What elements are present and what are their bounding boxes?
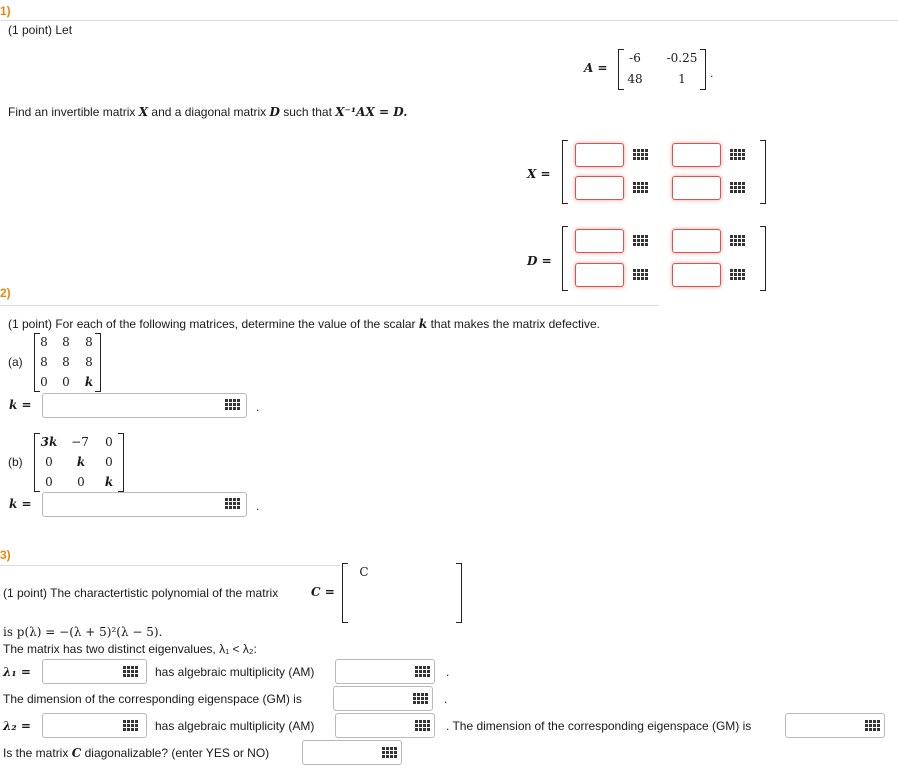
D-entry-2-2[interactable]	[672, 263, 721, 287]
equation-palette-icon[interactable]	[864, 719, 880, 733]
matrix-b-cell: 0	[105, 435, 113, 449]
equation-palette-icon[interactable]	[412, 692, 428, 706]
period: .	[446, 665, 450, 679]
matrix-D-right-bracket	[760, 226, 766, 291]
symbol-X: X	[138, 105, 149, 119]
problem-3-number: 3)	[0, 548, 11, 562]
prompt-text: diagonalizable? (enter YES or NO)	[84, 746, 270, 760]
matrix-a-cell: 0	[62, 375, 70, 389]
period: .	[256, 400, 260, 414]
problem-2-number: 2)	[0, 286, 11, 300]
equation-palette-icon[interactable]	[122, 665, 138, 679]
equation-palette-icon[interactable]	[632, 268, 648, 282]
problem-1-prompt	[8, 105, 407, 119]
matrix-a-cell: 8	[62, 355, 70, 369]
am-text-2: has algebraic multiplicity (AM)	[155, 719, 315, 733]
equation-palette-icon[interactable]	[224, 398, 240, 412]
matrix-a-cell: 0	[40, 375, 48, 389]
k-answer-a-input[interactable]	[42, 393, 247, 418]
D-entry-1-1[interactable]	[575, 229, 624, 253]
characteristic-polynomial: is p(λ) = −(λ + 5)²(λ − 5).	[3, 625, 163, 639]
divider	[0, 20, 898, 21]
problem-2-prompt	[8, 317, 600, 331]
divider	[0, 305, 658, 306]
equation-palette-icon[interactable]	[729, 181, 745, 195]
matrix-A-cell: 48	[627, 72, 643, 86]
D-entry-2-1[interactable]	[575, 263, 624, 287]
matrix-b-cell: k	[76, 455, 86, 469]
problem-3-prompt: (1 point) The charactertistic polynomial of the matrix	[3, 586, 279, 600]
matrix-D-label: D =	[527, 254, 552, 268]
matrix-X-right-bracket	[760, 140, 766, 204]
k-label-a: k =	[9, 398, 32, 412]
matrix-C-label: C =	[311, 585, 335, 599]
equation-palette-icon[interactable]	[381, 746, 397, 760]
part-a-label: (a)	[8, 355, 23, 369]
matrix-X-left-bracket	[562, 140, 568, 204]
lambda2-label: λ₂ =	[3, 719, 31, 733]
equation-palette-icon[interactable]	[729, 234, 745, 248]
prompt-text: Find an invertible matrix	[8, 105, 136, 119]
matrix-b-cell: 0	[105, 455, 113, 469]
equation-palette-icon[interactable]	[632, 181, 648, 195]
equation: X⁻¹AX = D.	[335, 105, 408, 119]
equation-palette-icon[interactable]	[632, 148, 648, 162]
prompt-text: such that	[283, 105, 332, 119]
matrix-b-cell: −7	[71, 435, 89, 449]
matrix-a-cell: 8	[85, 355, 93, 369]
equation-palette-icon[interactable]	[414, 719, 430, 733]
matrix-a-cell: 8	[85, 335, 93, 349]
lambda1-label: λ₁ =	[3, 665, 31, 679]
matrix-a-cell: 8	[40, 355, 48, 369]
X-entry-2-2[interactable]	[672, 176, 721, 200]
matrix-A-cell: 1	[678, 72, 686, 86]
diagonalizable-question	[3, 746, 269, 760]
two-eigenvalues-text: The matrix has two distinct eigenvalues, λ₁ < λ₂:	[3, 642, 257, 656]
equation-palette-icon[interactable]	[632, 234, 648, 248]
equation-palette-icon[interactable]	[224, 497, 240, 511]
symbol-k: k	[418, 317, 428, 331]
D-entry-1-2[interactable]	[672, 229, 721, 253]
symbol-D: D	[269, 105, 280, 119]
matrix-C-right-bracket	[456, 563, 462, 623]
X-entry-1-2[interactable]	[672, 143, 721, 167]
prompt-text: (1 point) For each of the following matrices, determine the value of the scalar	[8, 317, 416, 331]
prompt-text: and a diagonal matrix	[151, 105, 267, 119]
equation-palette-icon[interactable]	[122, 719, 138, 733]
matrix-X-label: X =	[527, 167, 551, 181]
equation-palette-icon[interactable]	[729, 148, 745, 162]
X-entry-2-1[interactable]	[575, 176, 624, 200]
period: .	[444, 692, 448, 706]
matrix-A-cell: -6	[629, 51, 641, 65]
matrix-a-cell: 8	[40, 335, 48, 349]
period: .	[256, 499, 260, 513]
k-answer-b-input[interactable]	[42, 492, 247, 517]
matrix-b-cell: 0	[45, 455, 53, 469]
gm-text-2: . The dimension of the corresponding eigenspace (GM) is	[446, 719, 752, 733]
gm-text-1: The dimension of the corresponding eigenspace (GM) is	[3, 692, 302, 706]
matrix-A-label: A =	[584, 61, 608, 75]
matrix-a-cell: k	[84, 375, 94, 389]
problem-1-number: 1)	[0, 4, 11, 18]
am-text-1: has algebraic multiplicity (AM)	[155, 665, 315, 679]
equation-palette-icon[interactable]	[414, 665, 430, 679]
divider	[0, 565, 340, 566]
X-entry-1-1[interactable]	[575, 143, 624, 167]
k-label-b: k =	[9, 497, 32, 511]
matrix-b-cell: k	[104, 475, 114, 489]
prompt-text: Is the matrix	[3, 746, 69, 760]
matrix-b-cell: 3k	[40, 435, 58, 449]
matrix-b-cell: 0	[77, 475, 85, 489]
part-b-label: (b)	[8, 455, 23, 469]
equation-palette-icon[interactable]	[729, 268, 745, 282]
matrix-a-cell: 8	[62, 335, 70, 349]
problem-1-intro: (1 point) Let	[8, 23, 73, 37]
matrix-C-cell: C	[359, 565, 369, 579]
matrix-A-cell: -0.25	[666, 51, 698, 65]
prompt-text: that makes the matrix defective.	[430, 317, 600, 331]
matrix-A-period: .	[710, 66, 714, 80]
matrix-b-right-bracket	[118, 433, 124, 492]
matrix-b-cell: 0	[45, 475, 53, 489]
symbol-C: C	[71, 746, 82, 760]
matrix-D-left-bracket	[562, 226, 568, 291]
